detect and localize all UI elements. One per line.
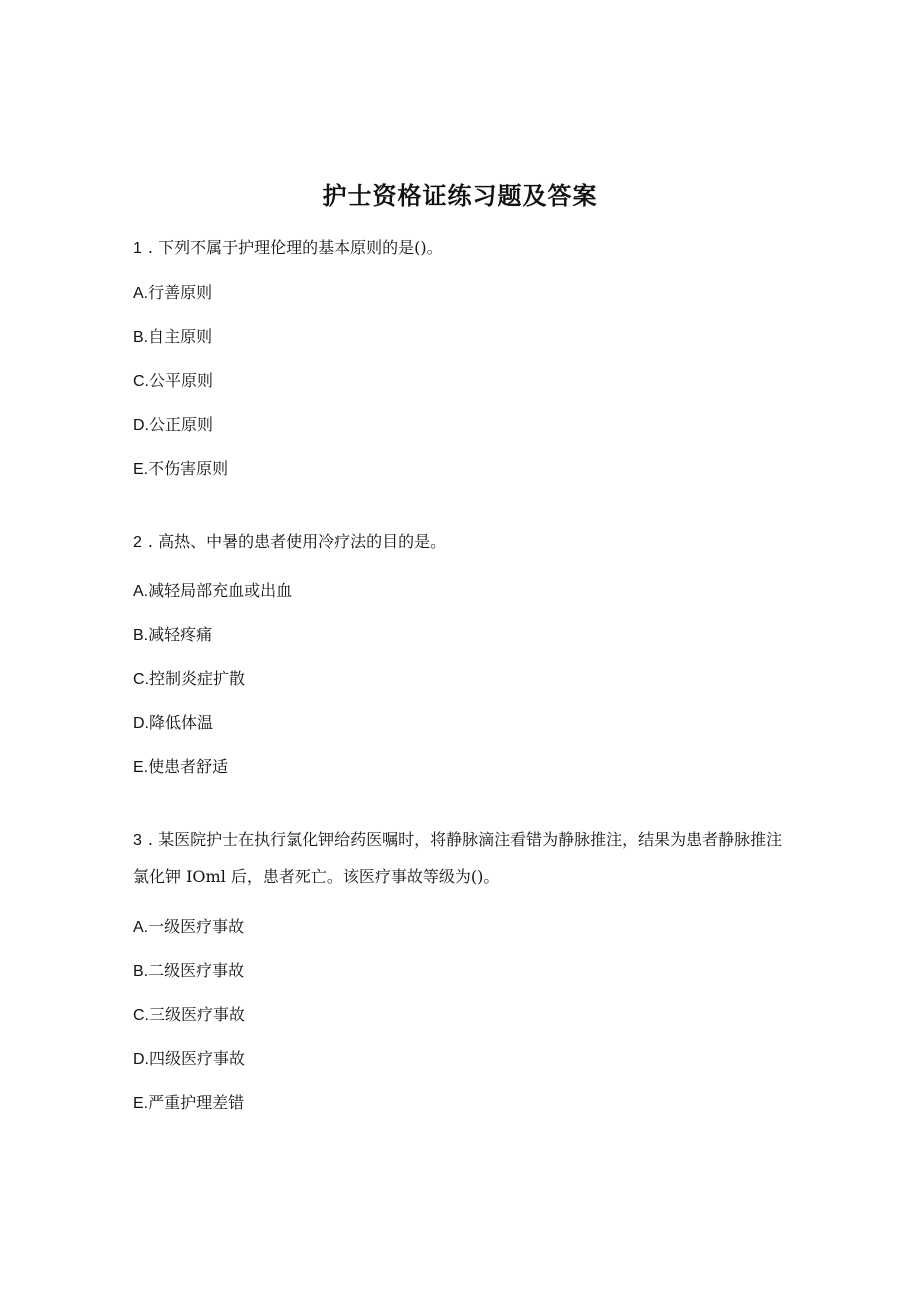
option-list bbox=[133, 283, 783, 503]
question-stem bbox=[133, 524, 783, 561]
option-letter: D. bbox=[133, 715, 149, 732]
option-letter: A. bbox=[133, 919, 149, 936]
option-text: 公正原则 bbox=[149, 415, 214, 434]
question-text: . 高热、中暑的患者使用冷疗法的目的是。 bbox=[147, 532, 447, 551]
option-b bbox=[133, 961, 783, 1005]
option-d bbox=[133, 1049, 783, 1093]
option-letter: A. bbox=[133, 285, 149, 302]
option-c bbox=[133, 669, 783, 713]
option-list bbox=[133, 917, 783, 1137]
option-letter: E. bbox=[133, 461, 149, 478]
question-number: 3 bbox=[133, 832, 142, 849]
option-letter: A. bbox=[133, 583, 149, 600]
option-letter: D. bbox=[133, 417, 149, 434]
option-a bbox=[133, 283, 783, 327]
option-text: 二级医疗事故 bbox=[148, 961, 245, 980]
question-stem bbox=[133, 230, 783, 267]
option-b bbox=[133, 625, 783, 669]
option-text: 严重护理差错 bbox=[148, 1093, 245, 1112]
option-letter: C. bbox=[133, 671, 149, 688]
option-text: 不伤害原则 bbox=[148, 459, 229, 478]
option-text: 三级医疗事故 bbox=[149, 1005, 246, 1024]
option-text: 控制炎症扩散 bbox=[149, 669, 246, 688]
option-b bbox=[133, 327, 783, 371]
option-list bbox=[133, 581, 783, 801]
option-d bbox=[133, 713, 783, 757]
option-e bbox=[133, 459, 783, 503]
question-1 bbox=[133, 230, 783, 503]
option-a bbox=[133, 581, 783, 625]
option-text: 一级医疗事故 bbox=[148, 917, 245, 936]
option-text: 四级医疗事故 bbox=[149, 1049, 246, 1068]
page-title: 护士资格证练习题及答案 bbox=[322, 181, 598, 211]
option-letter: E. bbox=[133, 759, 149, 776]
option-letter: B. bbox=[133, 329, 149, 346]
option-letter: D. bbox=[133, 1051, 149, 1068]
option-letter: B. bbox=[133, 963, 149, 980]
question-2 bbox=[133, 524, 783, 801]
option-letter: C. bbox=[133, 373, 149, 390]
option-e bbox=[133, 1093, 783, 1137]
option-text: 公平原则 bbox=[149, 371, 214, 390]
option-c bbox=[133, 371, 783, 415]
option-text: 行善原则 bbox=[148, 283, 213, 302]
option-text: 减轻局部充血或出血 bbox=[148, 581, 293, 600]
option-text: 降低体温 bbox=[149, 713, 214, 732]
option-letter: C. bbox=[133, 1007, 149, 1024]
question-text: . 下列不属于护理伦理的基本原则的是()。 bbox=[147, 238, 443, 257]
question-text: . 某医院护士在执行氯化钾给药医嘱时，将静脉滴注看错为静脉推注，结果为患者静脉推注氯化钾 IOml 后，患者死亡。该医疗事故等级为()。 bbox=[133, 830, 783, 886]
question-number: 2 bbox=[133, 534, 142, 551]
option-text: 使患者舒适 bbox=[148, 757, 229, 776]
option-letter: E. bbox=[133, 1095, 149, 1112]
option-text: 减轻疼痛 bbox=[148, 625, 213, 644]
option-d bbox=[133, 415, 783, 459]
question-number: 1 bbox=[133, 240, 142, 257]
question-stem bbox=[133, 822, 783, 895]
option-letter: B. bbox=[133, 627, 149, 644]
option-text: 自主原则 bbox=[148, 327, 213, 346]
option-e bbox=[133, 757, 783, 801]
option-a bbox=[133, 917, 783, 961]
question-3 bbox=[133, 822, 783, 1137]
option-c bbox=[133, 1005, 783, 1049]
